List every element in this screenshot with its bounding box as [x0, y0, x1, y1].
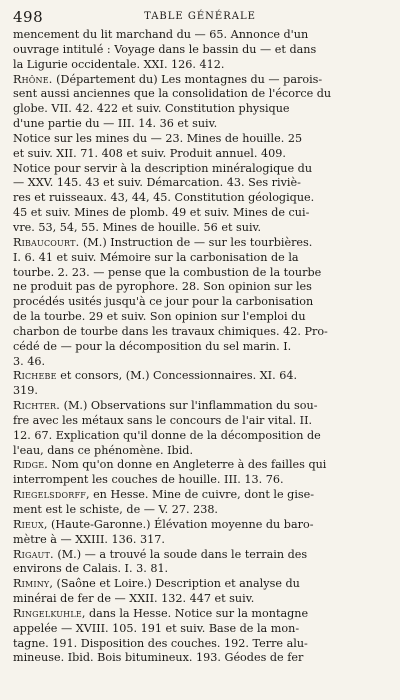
entry-line [13, 532, 387, 548]
entry-text: cédé de — pour la décomposition du sel marin. I. [13, 339, 292, 353]
entry-text: mineuse. Ibid. Bois bitumineux. 193. Géodes de fer [13, 651, 304, 665]
entry-text: mètre à — XXIII. 136. 317. [13, 532, 165, 546]
entry-text: minérai de fer de — XXII. 132. 447 et suiv. [13, 592, 255, 606]
entry-line [13, 413, 387, 429]
index-entry [13, 369, 387, 399]
entry-line [13, 636, 387, 652]
entry-headword: Rhône. [13, 72, 53, 86]
entry-text: interrompent les couches de houille. III. 13. 76. [13, 473, 284, 487]
entry-text: environs de Calais. I. 3. 81. [13, 562, 169, 576]
entry-line [13, 176, 387, 191]
entry-line [13, 384, 387, 399]
entry-text: , en Hesse. Mine de cuivre, dont le gise- [85, 488, 315, 502]
entry-line [13, 102, 387, 117]
entry-text: Nom qu'on donne en Angleterre à des failles qui [47, 458, 327, 472]
entry-line [13, 146, 387, 162]
entry-text: mencement du lit marchand du — 65. Annonce d'un [13, 28, 309, 41]
entry-text: procédés usités jusqu'à ce jour pour la carbonisation [13, 295, 314, 309]
entry-headword: Ridge. [13, 458, 48, 472]
index-entry [13, 518, 387, 548]
entry-line [13, 117, 387, 132]
running-title: TABLE GÉNÉRALE [144, 11, 256, 22]
entry-line [13, 28, 387, 43]
entry-line [13, 592, 387, 607]
entry-text: , (Saône et Loire.) Description et analyse du [49, 577, 300, 591]
entry-headword: Rieux [13, 517, 44, 531]
entry-text: 319. [13, 384, 38, 398]
entry-text: sent aussi anciennes que la consolidation de l'écorce du [13, 87, 332, 101]
entry-line [13, 339, 387, 355]
entry-line [13, 458, 387, 473]
index-entry [13, 607, 387, 666]
entry-text: d'une partie du — III. 14. 36 et suiv. [13, 117, 218, 131]
entry-line [13, 206, 387, 221]
entry-line [13, 562, 387, 577]
entry-text: appelée — XVIII. 105. 191 et suiv. Base de la mon- [13, 621, 300, 635]
entry-text: Notice sur les mines du — 23. Mines de houille. 25 [13, 131, 303, 145]
entry-headword: Riegelsdorff [13, 488, 86, 502]
entry-line [13, 621, 387, 637]
index-entry [13, 73, 387, 236]
entry-line [13, 443, 387, 459]
entry-headword: Rigaut. [13, 547, 54, 561]
entry-headword: Riminy [13, 577, 50, 591]
entry-line [13, 324, 387, 340]
entry-line [13, 220, 387, 236]
entry-line [13, 399, 387, 414]
entry-line [13, 473, 387, 488]
entry-text: 3. 46. [13, 354, 46, 368]
entry-line [13, 295, 387, 310]
entry-text: ouvrage intitulé : Voyage dans le bassin du — et dans [13, 42, 317, 56]
index-entry [13, 236, 387, 370]
entry-line [13, 250, 387, 266]
index-entry [13, 577, 387, 607]
index-entry [13, 28, 387, 73]
entry-line [13, 43, 387, 58]
entry-line [13, 428, 387, 444]
entry-line [13, 517, 387, 533]
entry-text: 12. 67. Explication qu'il donne de la décomposition de [13, 428, 321, 442]
entry-text: tourbe. 2. 23. — pense que la combustion de la tourbe [13, 265, 322, 279]
entry-line [13, 488, 387, 503]
entry-line [13, 58, 387, 73]
entry-line [13, 354, 387, 370]
entry-text: et suiv. XII. 71. 408 et suiv. Produit annuel. 409. [13, 146, 286, 160]
entry-text: Notice pour servir à la description minéralogique du [13, 161, 313, 175]
entry-headword: Ringelkuhle [13, 606, 82, 620]
entry-text: charbon de tourbe dans les travaux chimiques. 42. Pro- [13, 324, 328, 338]
entry-text: res et ruisseaux. 43, 44, 45. Constitution géologique. [13, 191, 315, 205]
entry-line [13, 503, 387, 518]
entry-text: l'eau, dans ce phénomène. Ibid. [13, 443, 194, 457]
entry-line [13, 547, 387, 563]
entry-line [13, 310, 387, 325]
entry-line [13, 369, 387, 384]
entry-headword: Ribaucourt. [13, 235, 80, 249]
entry-text: tagne. 191. Disposition des couches. 192. Terre alu- [13, 636, 308, 650]
entry-text: (M.) Instruction de — sur les tourbières. [79, 235, 313, 249]
page-header [13, 8, 387, 28]
entry-line [13, 72, 387, 88]
entry-line [13, 651, 387, 666]
entry-line [13, 577, 387, 592]
entry-text: ment est le schiste, de — V. 27. 238. [13, 503, 218, 516]
entry-text: — XXV. 145. 43 et suiv. Démarcation. 43. Ses riviè- [13, 176, 301, 190]
entry-text: ne produit pas de pyrophore. 28. Son opinion sur les [13, 280, 312, 294]
entry-text: vre. 53, 54, 55. Mines de houille. 56 et suiv. [13, 220, 262, 234]
entry-text: , dans la Hesse. Notice sur la montagne [81, 606, 309, 620]
entry-line [13, 606, 387, 622]
entry-line [13, 280, 387, 295]
entry-text: I. 6. 41 et suiv. Mémoire sur la carbonisation de la [13, 250, 299, 264]
entry-text: (Département du) Les montagnes du — parois- [52, 72, 323, 86]
entry-text: et consors, (M.) Concessionnaires. XI. 64. [56, 369, 298, 383]
entry-text: de la tourbe. 29 et suiv. Son opinion sur l'emploi du [13, 310, 306, 324]
entry-line [13, 131, 387, 147]
entry-text: 45 et suiv. Mines de plomb. 49 et suiv. Mines de cui- [13, 206, 310, 220]
page-number: 498 [13, 8, 44, 26]
entry-text: , (Haute-Garonne.) Élévation moyenne du baro- [43, 517, 314, 531]
entry-text: globe. VII. 42. 422 et suiv. Constitution physique [13, 102, 290, 116]
entry-line [13, 191, 387, 206]
entry-line [13, 87, 387, 102]
index-entry [13, 399, 387, 458]
entry-headword: Richter. [13, 399, 61, 413]
entry-text: (M.) — a trouvé la soude dans le terrain des [53, 547, 308, 561]
index-entry [13, 488, 387, 518]
index-entry [13, 548, 387, 578]
entry-text: fre avec les métaux sans le concours de l'air vital. II. [13, 413, 313, 427]
index-entry [13, 458, 387, 488]
entry-text: (M.) Observations sur l'inflammation du sou- [60, 399, 318, 413]
entry-line [13, 161, 387, 177]
entry-line [13, 265, 387, 281]
entry-headword: Richebe [13, 369, 57, 383]
index-entries [13, 28, 387, 666]
entry-text: la Ligurie occidentale. XXI. 126. 412. [13, 57, 225, 71]
entry-line [13, 235, 387, 251]
